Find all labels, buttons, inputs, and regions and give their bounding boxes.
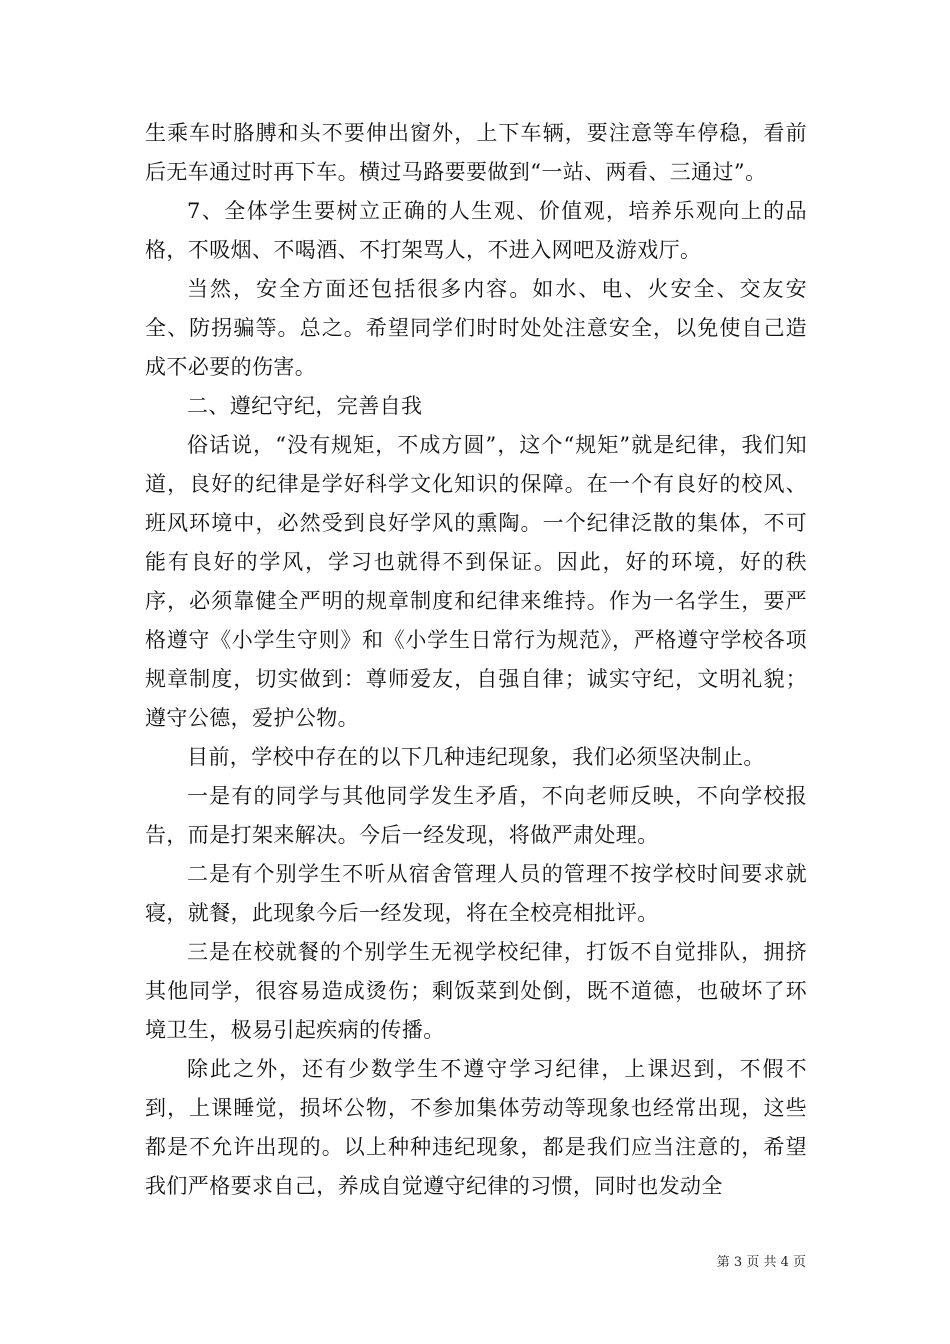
paragraph-10: 除此之外，还有少数学生不遵守学习纪律，上课迟到，不假不到，上课睡觉，损坏公物，不参加集体劳动等现象也经常出现，这些都是不允许出现的。以上种种违纪现象，都是我们应当注意的，希望我们严格要求自己，养成自觉遵守纪律的习惯，同时也发动全 [145, 1057, 807, 1198]
document-body [145, 114, 807, 1206]
paragraph-6: 目前，学校中存在的以下几种违纪现象，我们必须坚决制止。 [187, 745, 765, 769]
paragraph-9: 三是在校就餐的个别学生无视学校纪律，打饭不自觉排队，拥挤其他同学，很容易造成烫伤；剩饭菜到处倒，既不道德，也破坏了环境卫生，极易引起疾病的传播。 [145, 940, 807, 1042]
section-heading: 二、遵纪守纪，完善自我 [187, 394, 423, 418]
paragraph-5: 俗话说，“没有规矩，不成方圆”，这个“规矩”就是纪律，我们知道，良好的纪律是学好科学文化知识的保障。在一个有良好的校风、班风环境中，必然受到良好学风的熏陶。一个纪律泛散的集体，不可能有良好的学风，学习也就得不到保证。因此，好的环境，好的秩序，必须靠健全严明的规章制度和纪律来维持。作为一名学生，要严格遵守《小学生守则》和《小学生日常行为规范》，严格遵守学校各项规章制度，切实做到：尊师爱友，自强自律；诚实守纪，文明礼貌；遵守公德，爱护公物。 [145, 433, 807, 730]
paragraph-7: 一是有的同学与其他同学发生矛盾，不向老师反映，不向学校报告，而是打架来解决。今后一经发现，将做严肃处理。 [145, 784, 807, 847]
paragraph-3: 当然，安全方面还包括很多内容。如水、电、火安全、交友安全、防拐骗等。总之。希望同学们时时处处注意安全，以免使自己造成不必要的伤害。 [145, 277, 807, 379]
page-number: 第 3 页 共 4 页 [716, 1255, 806, 1270]
paragraph-2: 7、全体学生要树立正确的人生观、价值观，培养乐观向上的品格，不吸烟、不喝酒、不打架骂人，不进入网吧及游戏厅。 [145, 199, 807, 262]
paragraph-1: 生乘车时胳膊和头不要伸出窗外，上下车辆，要注意等车停稳，看前后无车通过时再下车。横过马路要要做到“一站、两看、三通过”。 [145, 121, 807, 184]
paragraph-8: 二是有个别学生不听从宿舍管理人员的管理不按学校时间要求就寝，就餐，此现象今后一经发现，将在全校亮相批评。 [145, 862, 807, 925]
